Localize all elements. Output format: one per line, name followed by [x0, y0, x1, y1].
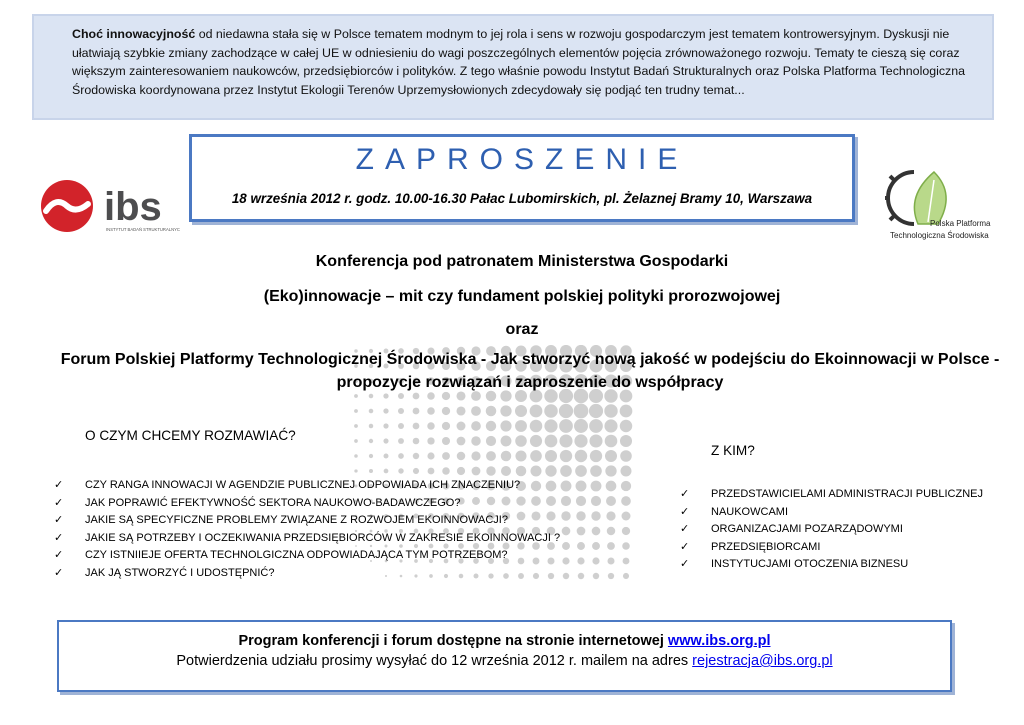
check-icon: ✓ — [54, 479, 64, 491]
check-icon: ✓ — [680, 540, 690, 553]
with-whom-title: Z KIM? — [711, 443, 755, 458]
check-icon: ✓ — [54, 566, 64, 579]
conference-heading: Konferencja pod patronatem Ministerstwa Gospodarki — [315, 253, 729, 270]
list-item: ✓ JAKIE SĄ SPECYFICZNE PROBLEMY ZWIĄZANE Z ROZWOJEM EKOINNOWACJI? — [85, 512, 560, 530]
footer-box — [57, 620, 952, 692]
check-icon: ✓ — [680, 523, 690, 536]
ibs-logo-name: ibs — [104, 185, 162, 229]
theme-heading: (Eko)innowacje – mit czy fundament polskiej polityki prorozwojowej — [263, 288, 781, 305]
intro-lead: Choć innowacyjność — [72, 27, 196, 41]
ibs-logo-tagline: INSTYTUT BADAŃ STRUKTURALNYCH — [106, 227, 180, 232]
invitation-details: 18 września 2012 r. godz. 10.00-16.30 Pałac Lubomirskich, pl. Żelaznej Bramy 10, Warszawa — [231, 191, 813, 206]
ppts-logo — [884, 166, 992, 244]
check-icon: ✓ — [54, 549, 64, 562]
ppts-logo-line1: Polska Platforma — [930, 219, 991, 228]
email-link[interactable]: rejestracja@ibs.org.pl — [692, 653, 833, 669]
list-item: ✓ JAK POPRAWIĆ EFEKTYWNOŚĆ SEKTORA NAUKOWO-BADAWCZEGO? — [85, 495, 560, 513]
list-item: ✓ PRZEDSTAWICIELAMI ADMINISTRACJI PUBLICZNEJ — [711, 486, 983, 504]
list-item: ✓ JAK JĄ STWORZYĆ I UDOSTĘPNIĆ? — [85, 565, 560, 583]
list-item: ✓ PRZEDSIĘBIORCAMI — [711, 539, 983, 557]
and-heading: oraz — [505, 321, 539, 338]
intro-box — [32, 14, 994, 120]
check-icon: ✓ — [680, 488, 690, 500]
check-icon: ✓ — [680, 558, 690, 571]
list-item: ✓ INSTYTUCJAMI OTOCZENIA BIZNESU — [711, 556, 983, 574]
check-icon: ✓ — [54, 514, 64, 527]
website-link[interactable]: www.ibs.org.pl — [667, 633, 771, 649]
list-item: ✓ ORGANIZACJAMI POZARZĄDOWYMI — [711, 521, 983, 539]
list-item: ✓ CZY RANGA INNOWACJI W AGENDZIE PUBLICZNEJ ODPOWIADA ICH ZNACZENIU? — [85, 477, 560, 495]
intro-text: od niedawna stała się w Polsce tematem modnym to jej rola i sens w rozwoju gospodarczym jest tematem kontrowersyjnym. Dyskusji nie ułatwiają szybkie zmiany zachodzące w całej UE w odniesieniu do wagi poszczególnych elementów pojęcia zrównoważonego rozwoju. Tematy te cieszą się coraz większym zainteresowaniem naukowców, przedsiębiorców i polityków. Z tego właśnie powodu Instytut Badań Strukturalnych oraz Polska Platforma Technologiczna Środowiska koordynowana przez Instytut Ekologii Terenów Uprzemysłowionych zdecydowały się podjąć ten trudny temat... — [72, 27, 966, 97]
program-line: Program konferencji i forum dostępne na stronie internetowej www.ibs.org.pl — [238, 633, 771, 649]
invitation-title: ZAPROSZENIE — [355, 143, 689, 176]
topics-list — [54, 477, 561, 583]
with-whom-list — [680, 486, 983, 574]
confirmation-line: Potwierdzenia udziału prosimy wysyłać do 12 września 2012 r. mailem na adres rejestracja@ibs.org.pl — [176, 653, 833, 669]
check-icon: ✓ — [54, 496, 64, 509]
list-item: ✓ JAKIE SĄ POTRZEBY I OCZEKIWANIA PRZEDSIĘBIORCÓW W ZAKRESIE EKOINNOWACJI ? — [85, 530, 560, 548]
topics-title: O CZYM CHCEMY ROZMAWIAĆ? — [85, 428, 296, 443]
ibs-logo — [40, 178, 180, 234]
list-item: ✓ CZY ISTNIIEJE OFERTA TECHNOLGICZNA ODPOWIADAJĄCA TYM POTRZEBOM? — [85, 547, 560, 565]
ppts-logo-line2: Technologiczna Środowiska — [890, 231, 989, 240]
check-icon: ✓ — [54, 531, 64, 544]
list-item: ✓ NAUKOWCAMI — [711, 504, 983, 522]
forum-heading: Forum Polskiej Platformy Technologicznej Środowiska - Jak stworzyć nową jakość w podejściu do Ekoinnowacji w Polsce - propozycje rozwiązań i zaproszenie do współpracy — [60, 351, 1000, 391]
check-icon: ✓ — [680, 505, 690, 518]
invitation-box — [189, 134, 855, 222]
